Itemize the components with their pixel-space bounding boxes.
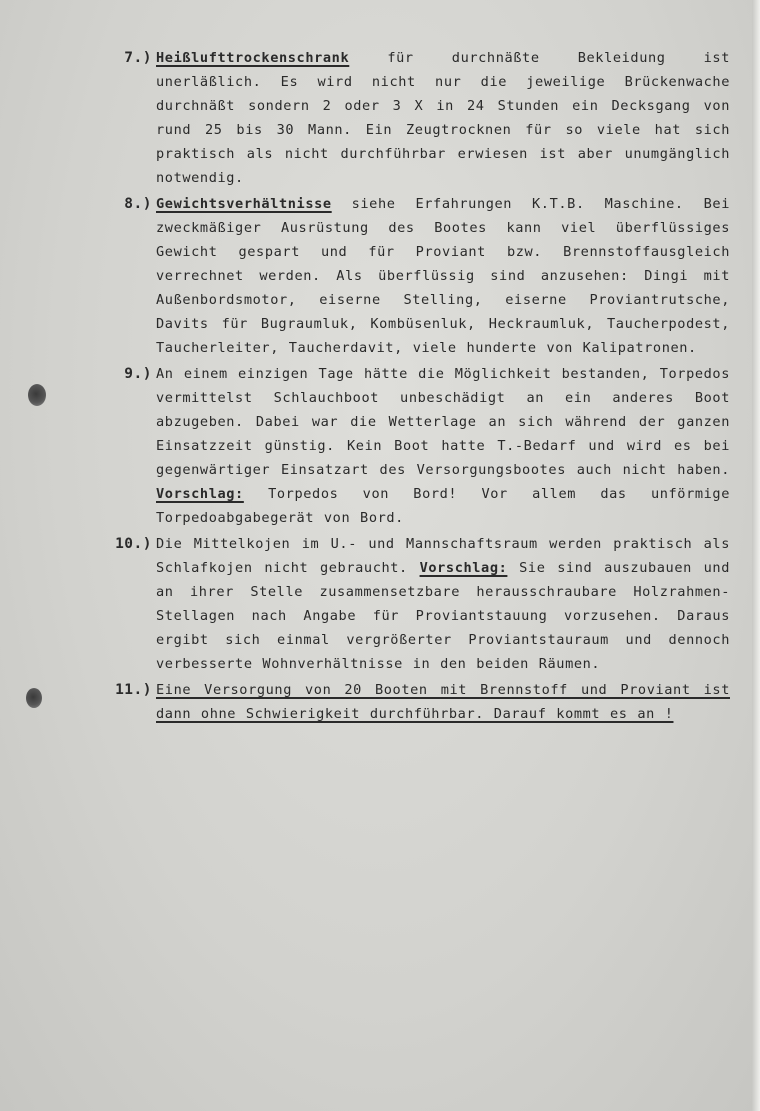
list-item-9 xyxy=(100,362,730,530)
list-item-8 xyxy=(100,192,730,360)
punch-hole-upper xyxy=(28,384,46,406)
list-item-11 xyxy=(100,678,730,726)
item-number: 9.) xyxy=(124,366,152,382)
item-text xyxy=(156,46,730,190)
item-body: für durchnäßte Bekleidung ist unerläßlich. Es wird nicht nur die jeweilige Brückenwache durchnäßt sondern 2 oder 3 X in 24 Stunden ein Decksgang von rund 25 bis 30 Mann. Ein Zeugtrocknen für so viele hat sich praktisch als nicht durchführbar erwiesen ist aber unumgänglich notwendig. xyxy=(156,50,730,186)
document-body xyxy=(100,46,730,728)
item-number: 8.) xyxy=(124,196,152,212)
punch-hole-lower xyxy=(26,688,42,708)
item-body-start: An einem einzigen Tage hätte die Möglichkeit bestanden, Torpedos vermittelst Schlauchboot unbeschädigt an ein anderes Boot abzugeben. Dabei war die Wetterlage an sich während der ganzen Einsatzzeit günstig. Kein Boot hatte T.-Bedarf und wird es bei gegenwärtiger Einsatzart des Versorgungsbootes auch nicht haben. xyxy=(156,366,730,478)
item-body: siehe Erfahrungen K.T.B. Maschine. Bei zweckmäßiger Ausrüstung des Bootes kann viel überflüssiges Gewicht gespart und für Proviant bzw. Brennstoffausgleich verrechnet werden. Als überflüssig sind anzusehen: Dingi mit Außenbordsmotor, eiserne Stelling, eiserne Proviantrutsche, Davits für Bugraumluk, Kombüsenluk, Heckraumluk, Taucherpodest, Taucherleiter, Taucherdavit, viele hunderte von Kalipatronen. xyxy=(156,196,730,356)
item-text xyxy=(156,362,730,530)
item-number: 11.) xyxy=(115,682,152,698)
list-item-10 xyxy=(100,532,730,676)
item-text xyxy=(156,678,730,726)
item-text xyxy=(156,532,730,676)
item-body-end: Sie sind auszubauen und an ihrer Stelle zusammensetzbare herausschraubare Holzrahmen-Stellagen nach Angabe für Proviantstauung vorzusehen. Daraus ergibt sich einmal vergrößerter Proviantstauraum und dennoch verbesserte Wohnverhältnisse in den beiden Räumen. xyxy=(156,560,730,672)
proposal-label: Vorschlag: xyxy=(156,486,244,502)
item-body-end: Torpedos von Bord! Vor allem das unförmige Torpedoabgabegerät von Bord. xyxy=(156,486,730,526)
proposal-label: Vorschlag: xyxy=(419,560,508,576)
item-body-start: Die Mittelkojen im U.- und Mannschaftsraum werden praktisch als Schlafkojen nicht gebraucht. xyxy=(156,536,730,576)
item-text xyxy=(156,192,730,360)
item-heading: Gewichtsverhältnisse xyxy=(156,196,332,212)
item-body: Eine Versorgung von 20 Booten mit Brennstoff und Proviant ist dann ohne Schwierigkeit durchführbar. Darauf kommt es an ! xyxy=(156,682,730,722)
item-number: 10.) xyxy=(115,536,152,552)
page-edge-shadow xyxy=(752,0,760,1111)
item-number: 7.) xyxy=(124,50,152,66)
item-heading: Heißlufttrockenschrank xyxy=(156,50,350,66)
list-item-7 xyxy=(100,46,730,190)
